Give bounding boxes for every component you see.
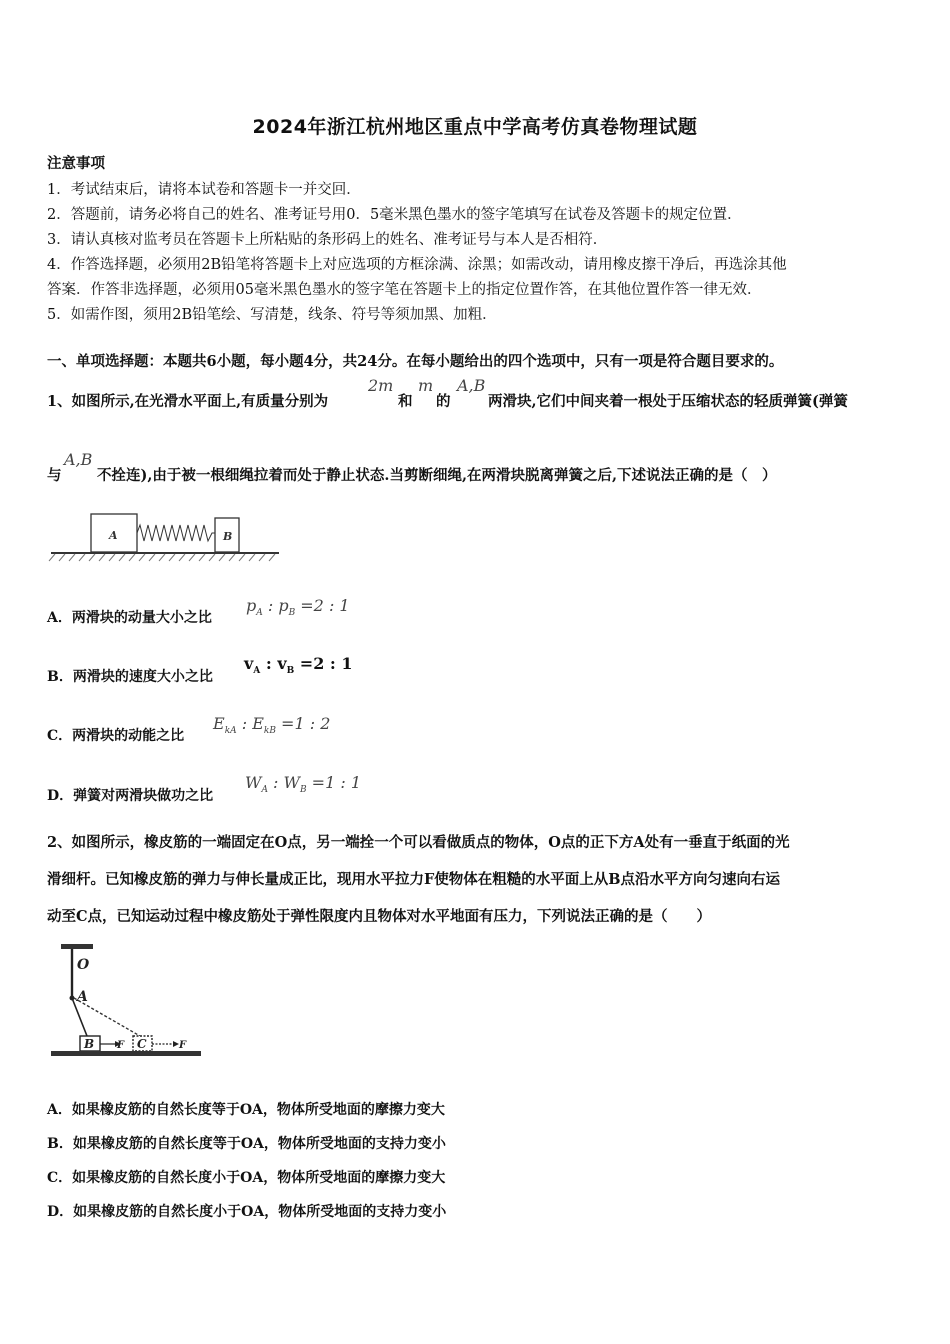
figure-rubber-band: [47, 940, 207, 1065]
ground-hatch: [49, 554, 275, 561]
ceiling: [61, 944, 93, 949]
math-ab: A,B: [457, 376, 486, 395]
label-f2: F: [179, 1040, 187, 1051]
label-f1: F: [117, 1040, 125, 1051]
option-text: C．两滑块的动能之比: [47, 728, 185, 744]
question-2-text: 滑细杆。已知橡皮筋的弹力与伸长量成正比，现用水平拉力F使物体在粗糙的水平面上从B点沿水平方向匀速向右运: [47, 871, 781, 888]
q1-option-c-formula: $E_{kA}$ : $E_{kB} =1$ : 2: [213, 714, 331, 737]
q1-option-b: [47, 666, 213, 686]
note-item: 1．考试结束后，请将本试卷和答题卡一并交回．: [47, 182, 361, 198]
q1-option-c: [47, 725, 184, 745]
math-mass-m: m: [418, 376, 434, 395]
note-item: 5．如需作图，须用2B铅笔绘、写清楚，线条、符号等须加黑、加粗．: [47, 307, 497, 323]
note-item: 2．答题前，请务必将自己的姓名、准考证号用0．5毫米黑色墨水的签字笔填写在试卷及答题卡的规定位置．: [47, 207, 742, 223]
question-1-text: 的: [436, 393, 451, 410]
section-heading: 一、单项选择题：本题共6小题，每小题4分，共24分。在每小题给出的四个选项中，只有一项是符合题目要求的。: [47, 353, 784, 370]
option-text: A．两滑块的动量大小之比: [47, 610, 212, 626]
q2-option-b: B．如果橡皮筋的自然长度等于OA，物体所受地面的支持力变小: [47, 1136, 446, 1152]
ground: [51, 1051, 201, 1056]
label-a: A: [77, 989, 88, 1005]
math-ab: A,B: [64, 450, 93, 469]
note-item: 答案．作答非选择题，必须用05毫米黑色墨水的签字笔在答题卡上的指定位置作答，在其他位置作答一律无效．: [47, 282, 762, 298]
question-2-text: 动至C点，已知运动过程中橡皮筋处于弹性限度内且物体对水平地面有压力，下列说法正确的是（ ）: [47, 908, 712, 925]
q1-option-b-formula: $v_A$ : $v_B =2$ : 1: [244, 654, 353, 677]
question-1-text: 1、如图所示,在光滑水平面上,有质量分别为: [47, 393, 329, 410]
q1-option-d-formula: $W_A$ : $W_B =1$ : 1: [245, 773, 362, 796]
question-2-text: 2、如图所示，橡皮筋的一端固定在O点，另一端拴一个可以看做质点的物体，O点的正下方A处有一垂直于纸面的光: [47, 834, 790, 851]
math-mass-2m: 2m: [368, 376, 394, 395]
q1-option-d: [47, 785, 213, 805]
label-o: O: [77, 957, 90, 973]
note-item: 3．请认真核对监考员在答题卡上所粘贴的条形码上的姓名、准考证号与本人是否相符．: [47, 232, 608, 248]
note-item: 4．作答选择题，必须用2B铅笔将答题卡上对应选项的方框涂满、涂黑；如需改动，请用橡皮擦干净后，再选涂其他: [47, 257, 787, 273]
label-b: B: [84, 1037, 95, 1051]
block-a-label: A: [109, 529, 118, 542]
q1-option-a: [47, 607, 212, 627]
question-1-text: 不拴连),由于被一根细绳拉着而处于静止状态.当剪断细绳,在两滑块脱离弹簧之后,下述说法正确的是（ ）: [97, 467, 777, 484]
q2-option-c: C．如果橡皮筋的自然长度小于OA，物体所受地面的摩擦力变大: [47, 1170, 446, 1186]
block-b-label: B: [223, 530, 233, 543]
notes-heading: 注意事项: [47, 155, 105, 172]
q2-option-a: A．如果橡皮筋的自然长度等于OA，物体所受地面的摩擦力变大: [47, 1102, 445, 1118]
page-title: 2024年浙江杭州地区重点中学高考仿真卷物理试题: [252, 116, 698, 138]
figure-spring-blocks: [47, 505, 283, 567]
question-1-text: 和: [398, 393, 413, 410]
spring: [137, 525, 215, 541]
q1-option-a-formula: $p_A$ : $p_B =2$ : 1: [246, 596, 350, 619]
question-1-text: 两滑块,它们中间夹着一根处于压缩状态的轻质弹簧(弹簧: [488, 393, 848, 410]
option-text: B．两滑块的速度大小之比: [47, 669, 213, 685]
question-1-text: 与: [47, 467, 62, 484]
q2-option-d: D．如果橡皮筋的自然长度小于OA，物体所受地面的支持力变小: [47, 1204, 447, 1220]
label-c: C: [137, 1037, 147, 1051]
option-text: D．弹簧对两滑块做功之比: [47, 788, 214, 804]
